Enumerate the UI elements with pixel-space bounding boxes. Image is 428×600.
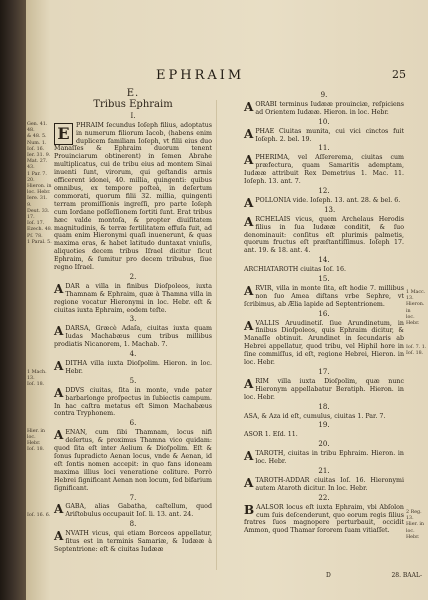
entry-text: AGABA, alias Gabatha, caſtellum, quod Ariſtobulus occupauit Ioſ. li. 13. ant. 24. [54, 502, 212, 519]
entry-text: ARCHELAIS vicus, quem Archelaus Herodis filius in ſua Iudææ conditit, & ſuo denominauit: conſitus eſt plurimis palmetis, quorum fructus eſt præſtantiſſimus. Ioſeph 17. ant. 19. & 18. ant. 4. [244, 214, 404, 255]
entry-text: ARIM villa iuxta Dioſpolim, quæ nunc Hieronym appellabatur Beratiph. Hieron. in loc. Hebr. [244, 376, 404, 401]
margin-note: 1 Mach. 13. [27, 370, 47, 382]
margin-note: Hebr. [27, 441, 41, 447]
entry-number: 7. [129, 493, 137, 502]
margin-note: Deut. 33. 17. [27, 208, 50, 221]
right-margin-notes-lower [406, 510, 428, 541]
margin-note: Mat. 27. 43. [27, 159, 48, 171]
drop-cap: E [54, 123, 73, 145]
margin-note: Ioſ. 18. [27, 382, 45, 388]
margin-note: Ezech. 48. [27, 227, 53, 233]
header-title: EPHRAIM [156, 68, 245, 83]
margin-note: 1 Macc. 13. [406, 290, 426, 302]
margin-note: Ioſ. 18. [27, 447, 45, 453]
entry-number: 22. [318, 493, 330, 502]
entry-text: BAALSOR locus eſt iuxta Ephraim, vbi Abſolon cum ſuis deſcenderunt, quo eorum regis ſilius fratres ſuos magnopere perturbauit, occidit Ammon, quod Thamar ſororem ſuam vitiaſſet. [244, 502, 404, 535]
entry-number: 5. [129, 376, 137, 385]
margin-note: Gen. 41. 48. [27, 122, 48, 134]
entry-number: 19. [318, 421, 330, 430]
entry-text: ARCHIATAROTH ciuitas Ioſ. 16. [244, 266, 347, 274]
signature-mark: D [326, 572, 331, 579]
entry-number: 6. [129, 419, 137, 428]
entry-number: 3. [129, 315, 137, 324]
left-column [54, 90, 212, 554]
entry-number: I. [130, 111, 136, 120]
running-header [116, 68, 416, 88]
entry-number: 21. [318, 466, 330, 475]
entry-number: 4. [129, 350, 137, 359]
entry-text: ADDVS ciuitas, ſita in monte, vnde pater barbarlonge proſpectus in ſubiectis campum. In hac caſtra metatus eſt Simon Machabæus contra Tryphonem. [54, 385, 212, 418]
entry-text: ADARSA, Græcè Adaſa, ciuitas iuxta quam Iudas Machabæus cum tribus millibus prodiatis Nicanorem, 1. Machab. 7. [54, 324, 212, 349]
section-title: Tribus Ephraim [93, 98, 173, 110]
margin-note: & 48. 5. [27, 134, 47, 140]
margin-note: Ioſ. 16. [27, 146, 45, 152]
entry-number: 16. [318, 309, 330, 318]
entry-number: 10. [318, 117, 330, 126]
entry-number: 20. [318, 440, 330, 449]
entry-text: ARVIR, villa in monte ſita, eſt hodie 7. millibus non ſuo Amea diſtans vrbe Sephre, vt ſcribimus, ab Ælia lapide ad Septentrionem. [244, 283, 404, 308]
margin-note: Iere. 31. 9. [27, 196, 48, 208]
left-margin-notes-lower [27, 370, 53, 520]
entry-number: 17. [318, 368, 330, 376]
entry-text: AORABI terminus Iudææ prouinciæ, reſpiciens ad Orientem Iudææ. Hieron. in loc. Hebr. [244, 99, 404, 116]
column-divider [216, 100, 217, 570]
entry-number: 12. [318, 186, 330, 195]
margin-note: Hieron. in [27, 184, 52, 190]
entry-number: 11. [318, 144, 330, 153]
margin-note: loc. Hebr. [27, 190, 51, 196]
margin-note: Hieron. in [406, 302, 425, 314]
entry-number: 15. [318, 275, 330, 284]
entry-text: AVALLIS Aruudinetiſ. ſiue Arundinetum, in finibus Dioſpoleos, quis Ephraim dicitur, & Manaſſe obtinuit. Arundinet in ſecundaris ab Hebrei appellatur, quod tribu, vel Hiphil hore in ſine commiſſus, id eſt, regione Hebrei, Hieron. in loc. Hebr. [244, 318, 404, 367]
margin-note: Ioſ. 16. 6. [27, 513, 51, 519]
book-page [26, 0, 428, 600]
entry-number: 13. [324, 205, 336, 214]
entry-text: APHAE Ciuitas munita, cui vici cinctos fuit Ioſeph. 2. bel. 19. [244, 126, 404, 143]
entry-text: ANVATH vicus, qui etiam Borceos appellatur, ſitus est in terminis Samariæ, & Iudææ à Septentrione: eſt & ciuitas Iudææ [54, 529, 212, 553]
margin-note: loc. Hebr. [406, 528, 420, 540]
margin-note: loc. Hebr. [406, 314, 420, 327]
entry-number: 14. [318, 256, 330, 265]
margin-note: 1 Paral. 5. [27, 239, 52, 245]
catchword: 28. BAAL- [391, 572, 422, 579]
entry-number: 2. [129, 272, 137, 281]
entry-number: 9. [320, 91, 328, 99]
entry-text: ATAROTH-ADDAR ciuitas Ioſ. 16. Hieronymi autem Ataroth dicitur. In loc. Hebr. [244, 475, 404, 492]
margin-note: Ioſ. 17. [27, 221, 45, 227]
margin-note: Hier. in [406, 522, 424, 528]
section-letter: E. [126, 88, 140, 99]
margin-note: Ioſ. 7. 1. [406, 345, 427, 351]
margin-note: 1 Par. 7. 20. [27, 171, 47, 183]
entry-text: ADITHA villa iuxta Dioſpolim. Hieron. in loc. Hebr. [54, 359, 212, 375]
entry-text: ATAROTH, ciuitas in tribu Ephraim. Hieron. in loc. Hebr. [244, 449, 404, 466]
right-column [244, 90, 404, 535]
entry-number: 8. [129, 520, 137, 529]
margin-note: 2 Reg. 13. [406, 510, 422, 522]
right-margin-notes [406, 290, 428, 358]
entry-text: APOLLONIA vide. Ioſeph. 13. ant. 28. & bel. 6. [244, 195, 401, 210]
margin-note: Num. 1. [27, 140, 47, 146]
entry-number: 18. [318, 402, 330, 411]
margin-note: Ier. 31. 9. [27, 153, 51, 159]
margin-note: Pſ. 78. [27, 233, 43, 239]
margin-note: Ioſ. 18. [406, 351, 424, 357]
entry-text: ADAR a villa in finibus Dioſpoleos, iuxta Thamnam & Ephraim, quæ à Thamna villa in regione vocatur Hieronymi in loc. Hebr. eſt & ciuitas iuxta Ephraim, eodem teſte. [54, 281, 212, 314]
entry-text: E PHRAIM ſecundus Ioſeph filius, adoptatus in numerum filiorum Iacob, (habens enim duplicem familiam Ioſeph, vt filii eius duo Manaſſes & Ephraim duorum tenent Prouinciarum obtinerent) in ſemen Abrahe multiplicatus, cui de tribu eius ad montem Sinai inuenti ſunt, virorum, qui geſtandis armis efficerent idonei, 40. millia, quingenti: quibus omnibus, ex tempore poſteà, in deſertum commorati, quorum filii 32. millia, quingenti terram promiſſionis ingreſſi, pro parte Ioſeph cum Iordane poſſeſſionem ſortiti ſunt. Erat tribus hæc valde montoſa, & propter diuiſitatem magnitudinis, & terræ fertilitatem effuſa fuit, ad quam enim Hieronymi quaſi inuenerunt, & quas maxima eras, & habet latitudo duntaxat vniuſis, aliquoties decem tribus Iſrael dicitur ſicut Ephraim, & ſumitur pro decem tribubus, ſiue regno Iſrael. [54, 121, 212, 272]
left-margin-notes [27, 122, 53, 246]
margin-note: Hier. in loc. [27, 428, 45, 440]
entry-text: AENAN, cum ſibi Thamnam, locus nifi deſertus, & proximus Thamna vico quidam: quod ſita eſt inter Aelium & Dioſpolim. Eſt & ſonus ſupradicto Aenan locus, vnde & Aenan, id eſt ſontis nomen accepit: in quo fans idoneam maxima illius loci veneratione coliture. Porrò Hebrei ſignificant Aenan non locum, ſed bifarium ſignificant. [54, 428, 212, 492]
page-footer [326, 572, 422, 582]
entry-text: ASA, & Aza id eſt, cumulus, ciuitas 1. Par. 7. [244, 412, 386, 420]
entry-text: APHERIMA, vel Aſſererema, ciuitas cum præfectura, quam Samaritis ademptam, Iudææ attribuit Rex Demetrius 1. Mac. 11. Ioſeph. 13. ant. 7. [244, 153, 404, 186]
entry-text: ASOR 1. Eſd. 11. [244, 431, 298, 439]
page-number: 25 [392, 68, 406, 81]
